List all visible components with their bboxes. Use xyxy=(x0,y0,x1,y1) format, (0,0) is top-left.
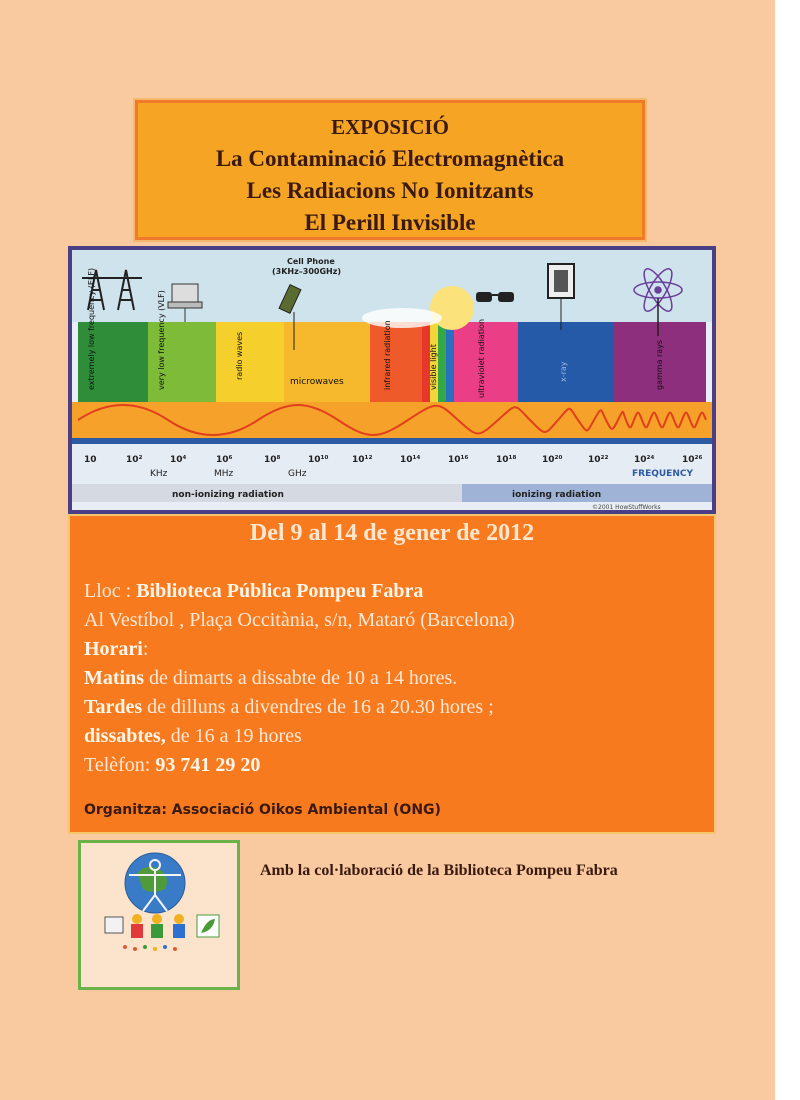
unit-label-ghz: GHz xyxy=(288,469,307,479)
collaboration-line: Amb la col·laboració de la Biblioteca Pompeu Fabra xyxy=(260,862,618,879)
morning-text: de dimarts a dissabte de 10 a 14 hores. xyxy=(144,667,458,689)
place-prefix: Lloc : xyxy=(84,580,137,602)
saturday-text: de 16 a 19 hores xyxy=(165,725,302,747)
saturday-label: dissabtes, xyxy=(84,725,166,747)
band-radio xyxy=(216,322,284,402)
electromagnetic-spectrum-figure xyxy=(68,246,716,514)
phone-line xyxy=(84,754,260,777)
tick-label: 10¹⁴ xyxy=(400,455,421,465)
band-infrared xyxy=(370,322,422,402)
tick-label: 10¹⁸ xyxy=(496,455,517,465)
footprints-icon xyxy=(123,945,177,951)
non-ionizing-label: non-ionizing radiation xyxy=(172,490,284,500)
phone-label: Telèfon: xyxy=(84,754,156,776)
band-microwaves xyxy=(284,322,370,402)
phone-number: 93 741 29 20 xyxy=(155,754,261,776)
afternoon-text: de dilluns a divendres de 16 a 20.30 hores ; xyxy=(142,696,494,718)
band-label-ultraviolet: ultraviolet radiation xyxy=(477,318,486,398)
cell-phone-range: (3KHz–300GHz) xyxy=(272,267,342,276)
morning-hours-line xyxy=(84,667,457,690)
title-line-radiacions: Les Radiacions No Ionitzants xyxy=(246,178,534,203)
frequency-axis-label: FREQUENCY xyxy=(632,469,693,479)
band-label-xray: x-ray xyxy=(559,361,568,382)
cell-phone-label: Cell Phone xyxy=(287,257,335,266)
afternoon-label: Tardes xyxy=(84,696,143,718)
organizer-line: Organitza: Associació Oikos Ambiental (ONG) xyxy=(84,802,441,818)
exhibition-dates: Del 9 al 14 de gener de 2012 xyxy=(249,520,535,546)
band-label-gamma: gamma rays xyxy=(655,339,664,390)
sun-icon xyxy=(430,286,474,330)
place-line xyxy=(84,580,423,603)
band-label-vlf: very low frequency (VLF) xyxy=(157,290,166,390)
unit-label-mhz: MHz xyxy=(214,469,234,479)
title-box xyxy=(135,100,645,240)
ionizing-label: ionizing radiation xyxy=(512,490,602,500)
band-label-microwaves: microwaves xyxy=(290,377,344,387)
tick-label: 10² xyxy=(126,455,143,465)
info-box xyxy=(68,514,716,834)
tick-label: 10¹⁰ xyxy=(308,455,329,465)
unit-label-khz: KHz xyxy=(150,469,168,479)
title-line-perill: El Perill Invisible xyxy=(304,210,476,235)
copyright-label: ©2001 HowStuffWorks xyxy=(592,504,661,510)
tick-label: 10 xyxy=(84,455,97,465)
hours-label: Horari xyxy=(84,638,143,660)
children-drawing-icon xyxy=(105,914,219,938)
tick-label: 10¹⁶ xyxy=(448,455,469,465)
tick-label: 10²⁶ xyxy=(682,455,703,465)
band-label-infrared: infrared radiation xyxy=(383,320,392,390)
tick-label: 10⁸ xyxy=(264,455,281,465)
tick-label: 10²² xyxy=(588,455,609,465)
oikos-logo xyxy=(78,840,240,990)
title-line-contaminacio: La Contaminació Electromagnètica xyxy=(215,146,565,171)
address-line: Al Vestíbol , Plaça Occitània, s/n, Mataró (Barcelona) xyxy=(84,609,515,631)
tick-label: 10¹² xyxy=(352,455,373,465)
tick-label: 10²⁴ xyxy=(634,455,655,465)
band-label-visible: visible light xyxy=(429,344,438,390)
band-ultraviolet xyxy=(454,322,518,402)
band-label-radio: radio waves xyxy=(235,331,244,380)
tick-label: 10⁶ xyxy=(216,455,233,465)
place-name: Biblioteca Pública Pompeu Fabra xyxy=(136,580,424,602)
band-label-elf: extremely low frequency (ELF) xyxy=(87,267,96,390)
hours-colon: : xyxy=(142,638,149,660)
hours-heading xyxy=(84,638,148,661)
saturday-hours-line xyxy=(84,725,302,748)
afternoon-hours-line xyxy=(84,696,494,719)
tick-label: 10²⁰ xyxy=(542,455,563,465)
tick-label: 10⁴ xyxy=(170,455,187,465)
morning-label: Matins xyxy=(84,667,144,689)
title-exposicio: EXPOSICIÓ xyxy=(331,115,449,139)
